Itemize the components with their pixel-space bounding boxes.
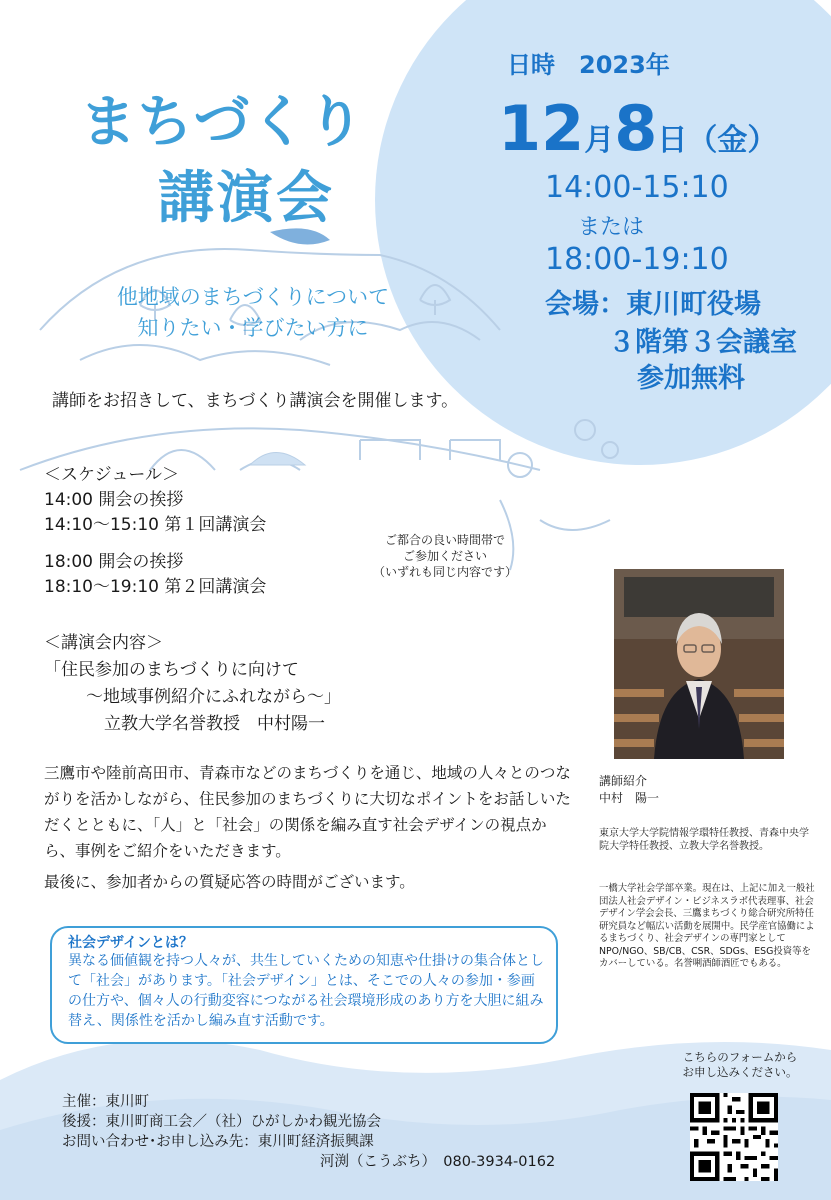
qr-note-line: こちらのフォームから <box>682 1050 798 1064</box>
fee: 参加無料 <box>637 363 745 394</box>
footer <box>62 1092 555 1172</box>
schedule-block-1 <box>44 463 266 538</box>
venue: 会場：東川町役場 <box>545 289 761 320</box>
qa-paragraph: 最後に、参加者からの質疑応答の時間がございます。 <box>44 873 415 891</box>
footer-contact: お問い合わせ･お申し込み先：東川町経済振興課 <box>62 1134 374 1150</box>
schedule-item: 18:00 開会の挨拶 <box>44 552 184 572</box>
lecturer-career-2: 一橋大学社会学部卒業。現在は、上記に加え一般社団法人社会デザイン・ビジネスラボ代表理事、社会デザイン学会会長、三鷹まちづくり総合研究所特任研究員など幅広い活動を展開中。民学産官協働によるまちづくり、社会デザインの専門家としてNPO/NGO、SB/CB、CSR、SDGs、ESG投資等をカバーしている。名誉唎酒師酒匠でもある。 <box>599 883 815 969</box>
application-qr-code[interactable] <box>690 1093 778 1181</box>
day-unit: 日 <box>657 123 688 158</box>
month-unit: 月 <box>584 123 615 158</box>
description-paragraph: 三鷹市や陸前高田市、青森市などのまちづくりを通じ、地域の人々とのつながりを活かしながら、住民参加のまちづくりに大切なポイントをお話しいただくとともに、「人」と「社会」の関係を編み直す社会デザインの視点から、事例をご紹介をいただきます。 <box>44 764 571 860</box>
content-heading: ＜講演会内容＞ <box>44 633 163 653</box>
lecture-title: 「住民参加のまちづくりに向けて <box>44 660 299 680</box>
subtitle <box>88 282 418 344</box>
venue-room: ３階第３会議室 <box>608 327 797 358</box>
social-design-title: 社会デザインとは？ <box>68 935 194 951</box>
lecturer-intro <box>599 773 659 807</box>
subtitle-line2: 知りたい・学びたい方に <box>137 316 369 340</box>
footer-host: 主催：東川町 <box>62 1094 149 1110</box>
date-label: 日時 2023年 <box>507 51 670 79</box>
schedule-item: 14:00 開会の挨拶 <box>44 490 184 510</box>
event-day: 8 <box>614 92 658 165</box>
note-line: （いずれも同じ内容です） <box>372 565 517 579</box>
schedule-block-2 <box>44 550 266 600</box>
lecture-subtitle: ～地域事例紹介にふれながら～」 <box>86 687 341 707</box>
schedule-item: 18:10～19:10 第２回講演会 <box>44 577 267 597</box>
footer-contact-person: 河渕（こうぶち） 080-3934-0162 <box>320 1154 556 1170</box>
qr-note-line: お申し込みください。 <box>682 1065 798 1079</box>
page-title: まちづくり <box>80 90 365 155</box>
event-weekday: （金） <box>687 123 778 158</box>
event-date <box>498 92 777 165</box>
social-design-text: 異なる価値観を持つ人々が、共生していくための知恵や仕掛けの集合体として「社会」があります。「社会デザイン」とは、そこでの人々の参加・参画の仕方や、個々人の行動変容につながる社会環境形成のあり方を大胆に組み替え、関係性を活かし編み直す活動です。 <box>68 953 544 1029</box>
subtitle-line1: 他地域のまちづくりについて <box>116 285 390 309</box>
schedule-note <box>355 532 535 580</box>
qr-note <box>665 1050 815 1080</box>
lecturer-photo <box>614 569 784 759</box>
note-line: ご都合の良い時間帯で <box>384 533 505 547</box>
time-slot-2: 18:00-19:10 <box>545 242 729 277</box>
page-title-line2: 講演会 <box>158 166 335 231</box>
event-month: 12 <box>498 92 585 165</box>
time-or: または <box>578 215 645 240</box>
lecturer-career-1: 東京大学大学院情報学環特任教授、青森中央学院大学特任教授、立教大学名誉教授。 <box>599 828 809 852</box>
lecturer-label: 講師紹介 <box>599 774 648 788</box>
footer-support: 後援：東川町商工会／（社）ひがしかわ観光協会 <box>62 1114 381 1130</box>
note-line: ご参加ください <box>402 549 487 563</box>
schedule-heading: ＜スケジュール＞ <box>44 465 179 485</box>
time-slot-1: 14:00-15:10 <box>545 170 729 205</box>
schedule-item: 14:10～15:10 第１回講演会 <box>44 515 267 535</box>
lecture-speaker: 立教大学名誉教授 中村陽一 <box>104 714 325 734</box>
lecturer-name: 中村 陽一 <box>599 791 660 805</box>
intro-text: 講師をお招きして、まちづくり講演会を開催します。 <box>52 391 459 411</box>
